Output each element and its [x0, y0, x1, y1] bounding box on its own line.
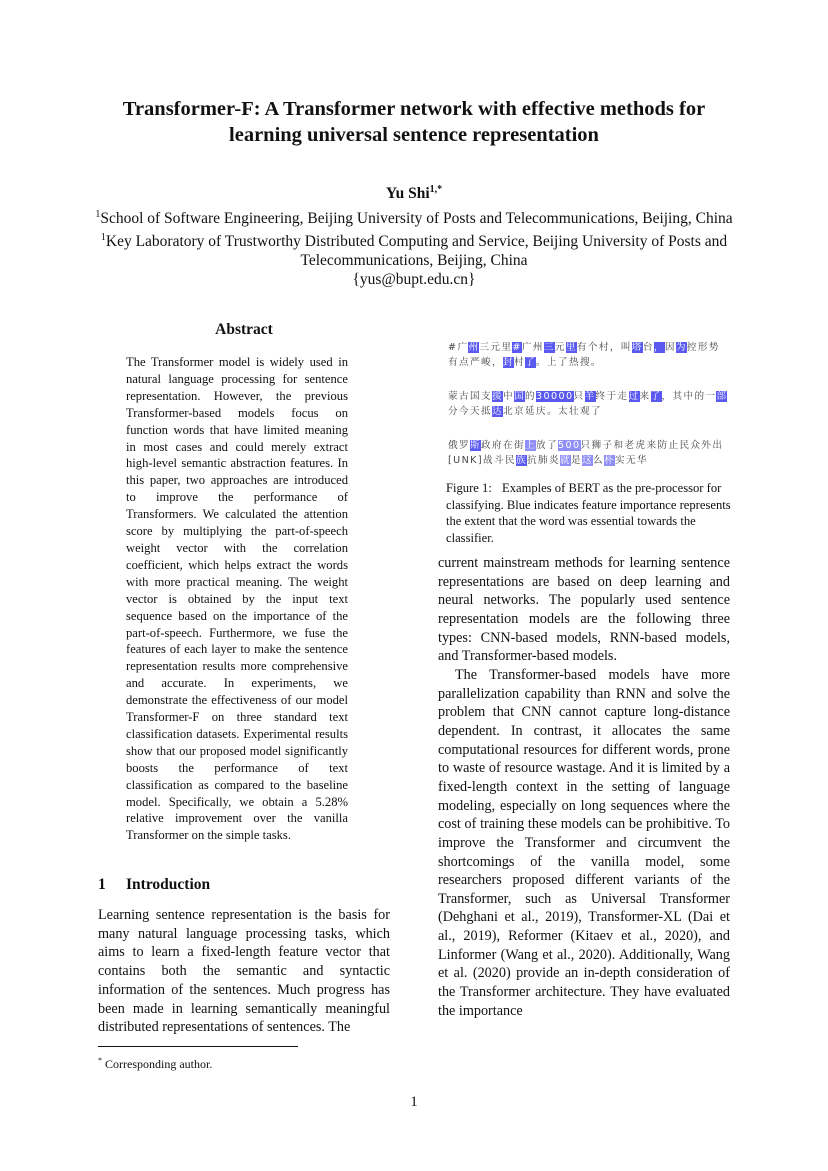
- figure-example-line: [448, 355, 744, 370]
- title-line-2: learning universal sentence representation: [229, 124, 599, 146]
- token: 放了: [535, 440, 558, 451]
- caption-text: Examples of BERT as the pre-processor for classifying. Blue indicates feature importance represents the extent that the word was essential towards the classifier.: [446, 481, 731, 545]
- figure-example-line: [448, 389, 744, 404]
- affiliation-1-sup: 1: [95, 209, 101, 220]
- highlighted-token: 达: [491, 406, 503, 417]
- intro-paragraph-2: The Transformer-based models have more parallelization capability than RNN and solve the problem that CNN cannot capture long-distance dependent. In contrast, it allocates the same computational resources for different words, prone to waste of resource wastage. And it is limited by a fixed-length context in the setting of language modeling, especially on long sequences where the cost of training these models can be prohibitive. To improve the Transformer and circumvent the shortcomings of the vanilla model, some researchers proposed different variants of the Transformer, such as Universal Transformer (Dehghani et al., 2019), Transformer-XL (Dai et al., 2019), Reformer (Kitaev et al., 2020), and Linformer (Wang et al., 2020). Additionally, Wang et al. (2020) provide an in-depth consideration of the Transformer architecture. They have evaluated the importance: [438, 666, 730, 1019]
- token: 只: [573, 391, 585, 402]
- token: [UNK]战斗民: [448, 455, 516, 466]
- highlighted-token: 羊: [584, 391, 596, 402]
- token: 。上了热搜。: [535, 357, 602, 368]
- token: 控形势: [686, 342, 720, 353]
- footnote-divider: [98, 1046, 298, 1047]
- token: 来: [639, 391, 651, 402]
- token: 广州: [521, 342, 544, 353]
- token: 三元里: [479, 342, 513, 353]
- footnote-text: Corresponding author.: [105, 1057, 213, 1071]
- intro-paragraph-1: current mainstream methods for learning sentence representations are based on deep learning and neural networks. The popularly used sentence representation models are the following three types: CNN-based models, RNN-based models, and Transformer-based models.: [438, 555, 730, 665]
- highlighted-token: 就: [559, 455, 571, 466]
- author-superscript: 1,*: [429, 184, 443, 195]
- affiliation-2-sup: 1: [100, 232, 106, 244]
- highlighted-token: 上: [524, 440, 536, 451]
- figure-example-line: [448, 340, 744, 355]
- token: ，其中的一: [661, 391, 717, 402]
- figure-example-line: [448, 404, 744, 419]
- title-line-1: Transformer-F: A Transformer network with effective methods for: [122, 98, 706, 120]
- highlighted-token: 过: [628, 391, 640, 402]
- token: 府在街: [492, 440, 525, 451]
- highlighted-token: 了: [524, 357, 536, 368]
- token: 台: [642, 342, 654, 353]
- affiliation-1: [50, 205, 778, 228]
- token: 政: [481, 440, 492, 451]
- section-title: Introduction: [126, 876, 211, 893]
- token: 抗: [526, 455, 538, 466]
- introduction-right-column: [438, 554, 730, 1020]
- highlighted-token: 国: [513, 391, 525, 402]
- figure-example-gap: [448, 370, 744, 389]
- footnote-marker: *: [98, 1056, 102, 1065]
- abstract-heading: Abstract: [215, 321, 273, 338]
- figure-example-gap: [448, 419, 744, 438]
- token: 有个村，叫: [576, 342, 632, 353]
- token: #广: [448, 342, 469, 353]
- token: 元: [554, 342, 566, 353]
- token: 分今天抵: [448, 406, 492, 417]
- token: 的: [524, 391, 536, 402]
- highlighted-token: 部: [716, 391, 728, 402]
- affiliation-1-text: School of Software Engineering, Beijing University of Posts and Telecommunications, Beijing, China: [100, 210, 733, 228]
- figure-example-line: [448, 438, 744, 453]
- author-email[interactable]: {yus@bupt.edu.cn}: [352, 271, 476, 289]
- affiliation-2-text: Key Laboratory of Trustworthy Distributed Computing and Service, Beijing University of Posts and: [105, 233, 728, 251]
- token: 俄罗: [448, 440, 470, 451]
- highlighted-token: 族: [515, 455, 527, 466]
- highlighted-token: 斯: [470, 440, 481, 451]
- token: 蒙古国支: [448, 391, 492, 402]
- highlighted-token: 这: [581, 455, 593, 466]
- highlighted-token: 为: [675, 342, 687, 353]
- affiliation-3: Telecommunications, Beijing, China: [300, 252, 528, 270]
- highlighted-token: ，: [653, 342, 665, 353]
- highlighted-token: 塔: [631, 342, 643, 353]
- highlighted-token: 州: [468, 342, 480, 353]
- token: 村: [513, 357, 525, 368]
- highlighted-token: 朴: [603, 455, 615, 466]
- introduction-left-column: Learning sentence representation is the basis for many natural language processing tasks, which aims to learn a fixed-length feature vector that contains both the semantic and syntactic information of the sentences. Much progress has been made in learning semantically meaningful distributed representations of sentences. The: [98, 907, 390, 1036]
- caption-label: Figure 1:: [446, 481, 492, 495]
- section-number: 1: [98, 876, 106, 893]
- author-text: Yu Shi: [385, 185, 430, 203]
- token: 么: [592, 455, 604, 466]
- token: 因: [664, 342, 676, 353]
- token: 中: [502, 391, 514, 402]
- figure-1-caption: [446, 480, 736, 546]
- section-heading-introduction: [98, 876, 210, 894]
- author-name: [60, 184, 768, 203]
- highlighted-token: 30000: [535, 391, 574, 402]
- figure-example-line: [448, 453, 744, 468]
- abstract-body: The Transformer model is widely used in natural language processing for sentence representation. However, the previous Transformer-based models focus on function words that have limited meaning in most cases and could merely extract high-level semantic abstraction features. In this paper, two approaches are introduced to improve the performance of Transformers. We calculated the attention score by multiplying the part-of-speech weight vector with the correlation coefficient, which helps extract the words with more practical meaning. The weight vector is obtained by the input text sequence based on the importance of the part-of-speech. Furthermore, we fuse the features of each layer to make the sentence representation results more comprehensive and accurate. In experiments, we demonstrate the effectiveness of our model Transformer-F on three standard text classification datasets. Experimental results show that our proposed model significantly boosts the performance of text classification as compared to the baseline model. Specifically, we obtain a 5.28% relative improvement over the vanilla Transformer on the simple tasks.: [126, 355, 348, 843]
- token: 肺炎: [537, 455, 560, 466]
- paper-title: [60, 96, 768, 148]
- highlighted-token: 三: [543, 342, 555, 353]
- highlighted-token: 援: [491, 391, 503, 402]
- token: 终于走: [595, 391, 629, 402]
- highlighted-token: 了: [650, 391, 662, 402]
- page-number: 1: [410, 1094, 418, 1110]
- highlighted-token: 封: [502, 357, 514, 368]
- token: 有点严峻，: [448, 357, 503, 368]
- affiliations: [50, 205, 778, 289]
- token: 是: [570, 455, 582, 466]
- token: 实无华: [614, 455, 648, 466]
- figure-1-examples: [448, 340, 744, 468]
- footnote: [98, 1056, 212, 1072]
- highlighted-token: 500: [557, 440, 581, 451]
- token: 北: [502, 406, 514, 417]
- token: 只狮子和老虎来防止民众外出: [580, 440, 724, 451]
- token: 京延庆。太壮观了: [513, 406, 602, 417]
- highlighted-token: #: [512, 342, 522, 353]
- affiliation-2: [50, 228, 778, 251]
- highlighted-token: 里: [565, 342, 577, 353]
